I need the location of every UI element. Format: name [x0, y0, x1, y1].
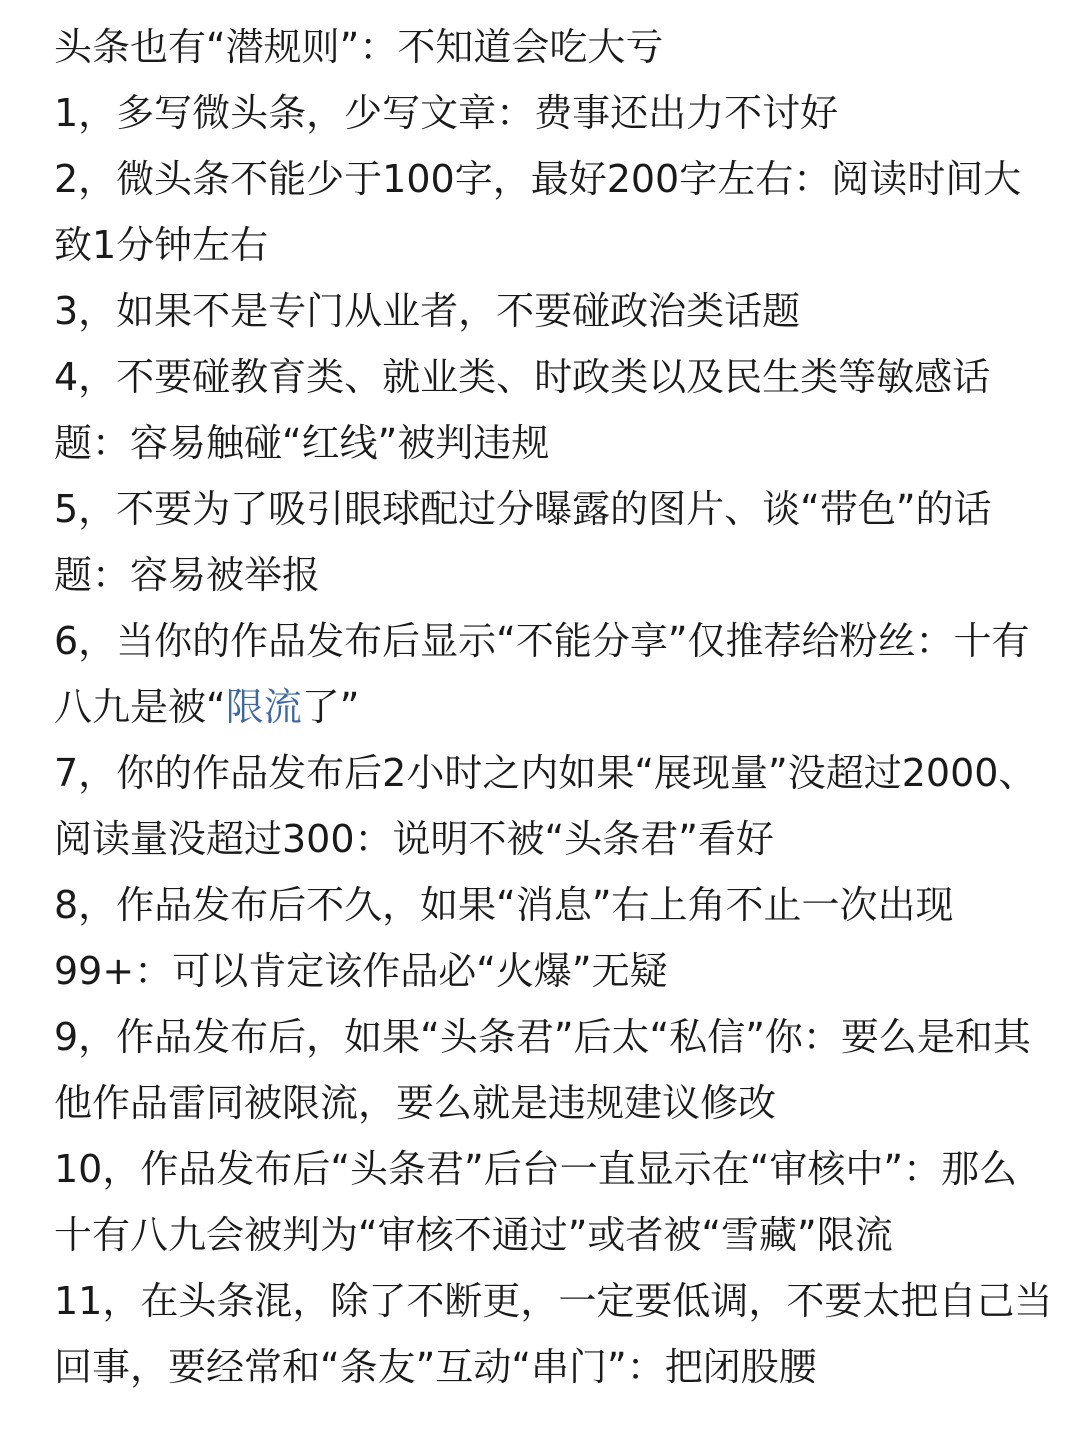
- article-body: [54, 14, 1054, 1400]
- list-item-3: 3，如果不是专门从业者，不要碰政治类话题: [54, 289, 801, 333]
- list-item-6: [54, 608, 1054, 740]
- article-title: 头条也有“潜规则”：不知道会吃大亏: [54, 25, 664, 69]
- list-item-6-text-after: 了”: [301, 685, 360, 729]
- list-item-7: 7，你的作品发布后2小时之内如果“展现量”没超过2000、阅读量没超过300：说明不被“头条君”看好: [54, 751, 1037, 861]
- list-item-4: 4，不要碰教育类、就业类、时政类以及民生类等敏感话题：容易触碰“红线”被判违规: [54, 355, 991, 465]
- keyword-link-xianliu[interactable]: 限流: [225, 685, 302, 729]
- list-item-2: 2，微头条不能少于100字，最好200字左右：阅读时间大致1分钟左右: [54, 157, 1022, 267]
- list-item-5: 5，不要为了吸引眼球配过分曝露的图片、谈“带色”的话题：容易被举报: [54, 487, 992, 597]
- list-item-8: 8，作品发布后不久，如果“消息”右上角不止一次出现99+：可以肯定该作品必“火爆”无疑: [54, 883, 954, 993]
- list-item-10: 10，作品发布后“头条君”后台一直显示在“审核中”：那么十有八九会被判为“审核不通过”或者被“雪藏”限流: [54, 1147, 1018, 1257]
- list-item-11: 11，在头条混，除了不断更，一定要低调，不要太把自己当回事，要经常和“条友”互动“串门”：把闭股腰: [54, 1279, 1053, 1389]
- list-item-9: 9，作品发布后，如果“头条君”后太“私信”你：要么是和其他作品雷同被限流，要么就是违规建议修改: [54, 1015, 1031, 1125]
- list-item-6-text-before: 6，当你的作品发布后显示“不能分享”仅推荐给粉丝：十有八九是被“: [54, 619, 1030, 729]
- list-item-1: 1，多写微头条，少写文章：费事还出力不讨好: [54, 91, 839, 135]
